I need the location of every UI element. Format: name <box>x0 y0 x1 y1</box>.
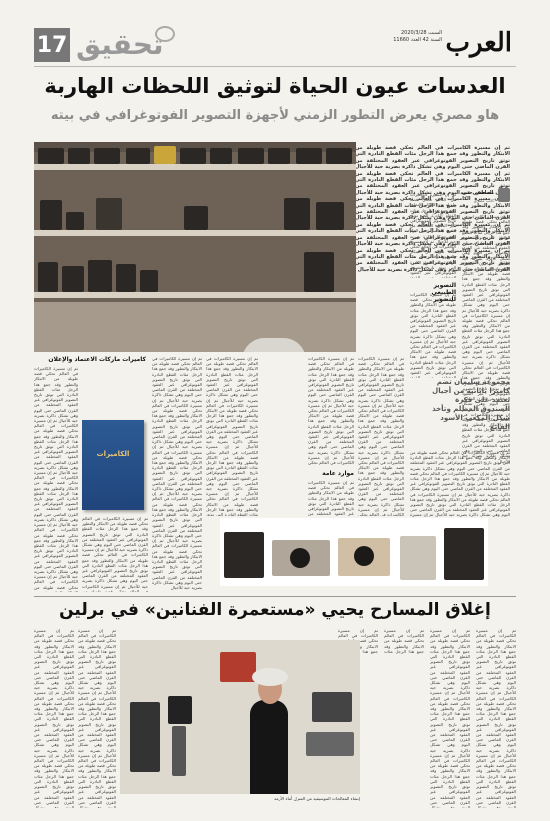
author-name: مصطفى عبيد <box>460 190 494 196</box>
column-text-3 <box>410 292 456 378</box>
pull-quote: مجموعة سليمان تضم كاميرا يابانية من أجيال تعتمد على فكرة الصندوق المظلم وتأخذ شكل المكعب الأسود القابع <box>432 378 510 431</box>
column-text-9 <box>152 356 202 592</box>
newspaper-logo: العرب <box>445 28 512 58</box>
column-text-8 <box>206 356 258 516</box>
issue-number: السنة 42 العدد 11660 <box>393 37 442 43</box>
section-bubble-icon <box>155 26 175 42</box>
a2-column-1 <box>476 628 516 808</box>
column-text-6 <box>308 356 354 466</box>
main-photo <box>34 142 356 352</box>
column-text-2 <box>410 192 456 278</box>
a2-column-3 <box>384 628 424 654</box>
header-rule <box>34 66 516 67</box>
author-role: كاتب مصري <box>473 198 494 203</box>
article2-photo <box>120 640 360 794</box>
article2-headline: إغلاق المسارح يحيي «مستعمرة الفنانين» في برلين <box>59 600 491 620</box>
article-headline: العدسات عيون الحياة لتوثيق اللحظات الهاربة <box>44 74 506 98</box>
cameras-photo <box>220 518 488 586</box>
column-text-7 <box>308 480 354 516</box>
article-lead <box>355 145 510 183</box>
column-text-11 <box>82 516 148 592</box>
a2-column-6 <box>78 628 116 808</box>
column-text-4 <box>410 450 510 518</box>
issue-date: السبت 2020/3/28 <box>400 30 442 36</box>
subtitle-resources: موارد عامة <box>322 470 354 477</box>
column-text-10 <box>34 366 78 592</box>
issue-info <box>372 30 442 44</box>
page-number: 17 <box>34 28 70 62</box>
subtitle-nature: التصوير الطبيعي للتصوير <box>431 282 456 303</box>
article2-photo-caption: إنشاء المعالجات الموسيقية من المنزل أثناء الأزمة <box>274 796 360 801</box>
section-divider <box>34 596 516 597</box>
subtitle-archives: كاميرات ماركات الاعتماد والإعلان <box>48 356 146 363</box>
section-title: تحقيق <box>76 28 164 61</box>
author-avatar <box>498 188 510 202</box>
a2-column-5 <box>34 628 74 808</box>
column-text-5 <box>358 356 404 516</box>
book-cover: الكاميرات <box>82 420 144 510</box>
a2-column-2 <box>430 628 470 808</box>
article-subheadline: هاو مصري يعرض التطور الزمني لأجهزة التصوير الفوتوغرافي في بيته <box>50 108 500 123</box>
